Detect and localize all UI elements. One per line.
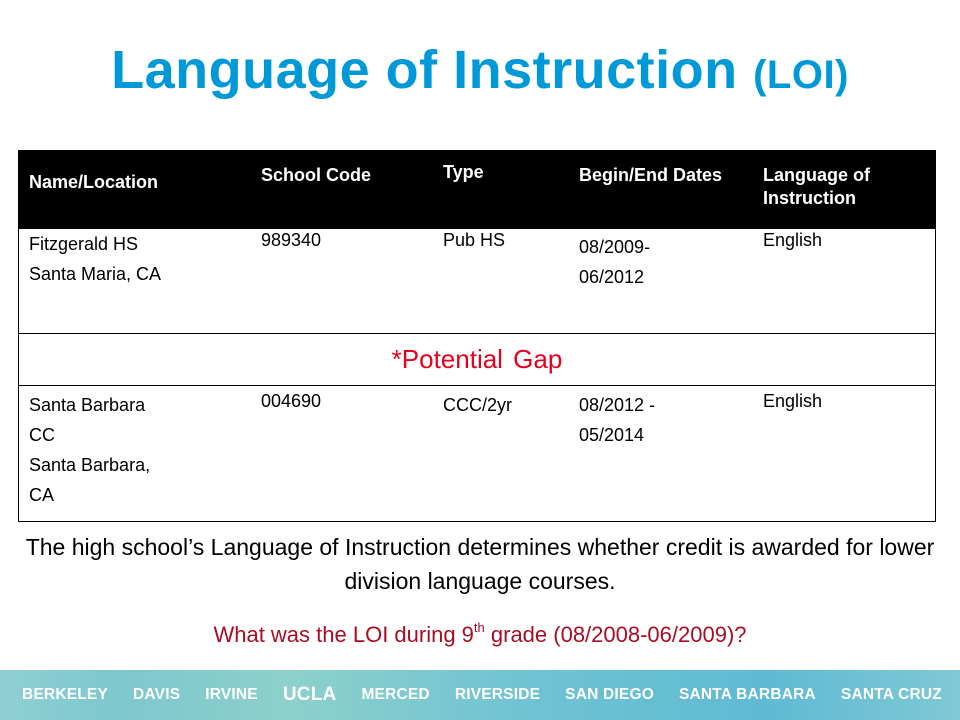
table-row: [19, 229, 935, 334]
question-after: grade (08/2008-06/2009)?: [484, 622, 747, 647]
row-end-date: 06/2012: [579, 267, 645, 287]
header-school-code: School Code: [261, 165, 372, 185]
row-end-date: 05/2014: [579, 425, 645, 445]
campus-irvine: IRVINE: [205, 686, 258, 703]
potential-gap-row: *Potential Gap: [19, 333, 935, 386]
campus-santa-barbara: SANTA BARBARA: [678, 686, 816, 703]
campus-merced: MERCED: [361, 686, 430, 703]
row-name-line: Santa Barbara: [29, 395, 146, 415]
row-location-line: Santa Barbara,: [29, 455, 151, 475]
row-dates: [579, 390, 655, 450]
row-type: Pub HS: [443, 230, 506, 250]
row-type: CCC/2yr: [443, 395, 513, 415]
campus-riverside: RIVERSIDE: [454, 686, 541, 703]
loi-table: [18, 150, 936, 522]
row-name-line: Fitzgerald HS: [29, 234, 139, 254]
row-begin-date: 08/2012 -: [579, 395, 656, 415]
row-name-location: [29, 390, 150, 510]
campus-footer-banner: [0, 670, 960, 720]
question-before: What was the LOI during 9: [213, 622, 474, 647]
row-school-code: 989340: [261, 230, 322, 250]
row-location-line: CA: [29, 485, 55, 505]
header-name-location: Name/Location: [29, 172, 159, 192]
table-row: [19, 386, 935, 522]
row-dates: [579, 232, 650, 292]
table-header-row: [19, 151, 935, 229]
question-text: [20, 618, 940, 652]
row-language: English: [763, 391, 823, 411]
row-language: English: [763, 230, 823, 250]
header-language-of-instruction: Language of Instruction: [763, 165, 870, 208]
question-superscript: th: [473, 620, 485, 635]
row-school-code: 004690: [261, 391, 322, 411]
slide-title-main: Language of Instruction: [111, 40, 754, 100]
campus-ucla: UCLA: [282, 684, 337, 705]
row-location-line: Santa Maria, CA: [29, 264, 162, 284]
header-begin-end-dates: Begin/End Dates: [579, 165, 723, 185]
row-begin-date: 08/2009-: [579, 237, 651, 257]
campus-santa-cruz: SANTA CRUZ: [840, 686, 942, 703]
campus-list: [22, 684, 942, 706]
row-name-line: CC: [29, 425, 55, 445]
slide-title: [0, 34, 960, 111]
header-type: Type: [443, 162, 484, 182]
campus-davis: DAVIS: [133, 686, 181, 703]
campus-san-diego: SAN DIEGO: [565, 686, 654, 703]
explanation-text: The high school’s Language of Instruction determines whether credit is awarded for lower division language courses.: [25, 534, 935, 594]
row-name-location: [29, 229, 161, 289]
campus-berkeley: BERKELEY: [22, 686, 109, 703]
slide-title-abbrev: (LOI): [753, 53, 849, 97]
